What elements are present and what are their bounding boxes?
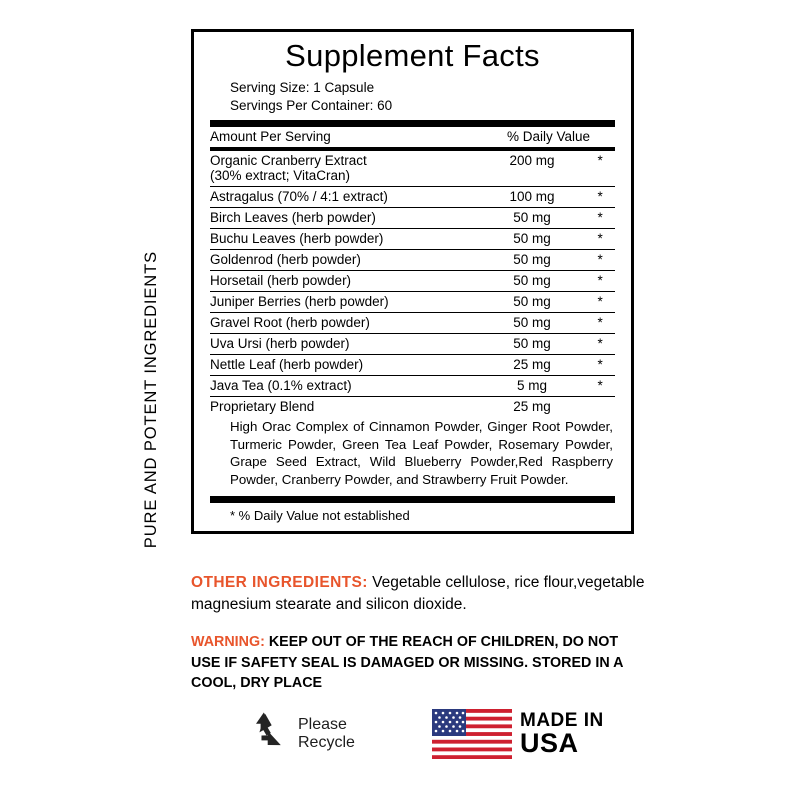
ingredient-name: Horsetail (herb powder) — [210, 270, 479, 291]
facts-table-body — [210, 151, 615, 417]
table-row — [210, 249, 615, 270]
recycle-icon — [236, 706, 292, 762]
header-amount-per-serving: Amount Per Serving — [210, 127, 482, 148]
ingredient-amount: 50 mg — [479, 312, 586, 333]
ingredient-name: Uva Ursi (herb powder) — [210, 333, 479, 354]
recycle-line1: Please — [298, 715, 347, 733]
table-row — [210, 151, 615, 187]
table-row — [210, 291, 615, 312]
ingredient-name: Nettle Leaf (herb powder) — [210, 354, 479, 375]
table-row — [210, 207, 615, 228]
ingredient-subtext: (30% extract; VitaCran) — [210, 167, 351, 183]
table-row — [210, 333, 615, 354]
ingredient-name: Astragalus (70% / 4:1 extract) — [210, 186, 479, 207]
ingredient-amount: 25 mg — [479, 354, 586, 375]
ingredient-daily-value: * — [585, 270, 615, 291]
table-row-proprietary-blend — [210, 396, 615, 417]
other-ingredients-body: Vegetable cellulose, rice flour,vegetable magnesium stearate and silicon dioxide. — [191, 574, 645, 613]
table-row — [210, 354, 615, 375]
recycle-line2: Recycle — [298, 734, 355, 751]
made-in-usa-text — [520, 711, 604, 757]
servings-per-container: Servings Per Container: 60 — [230, 97, 393, 113]
vertical-side-label-text: PURE AND POTENT INGREDIENTS — [141, 250, 160, 548]
ingredient-amount: 50 mg — [479, 228, 586, 249]
ingredient-daily-value: * — [585, 207, 615, 228]
ingredient-daily-value: * — [585, 333, 615, 354]
table-row — [210, 270, 615, 291]
made-in-usa-badge — [432, 709, 604, 759]
other-ingredients-label: OTHER INGREDIENTS: — [191, 574, 368, 591]
made-in-usa-line1: MADE IN — [520, 710, 604, 731]
supplement-facts-panel — [191, 29, 634, 534]
badge-row — [236, 706, 616, 768]
ingredient-name: Gravel Root (herb powder) — [210, 312, 479, 333]
ingredient-daily-value: * — [585, 375, 615, 396]
ingredient-amount: 100 mg — [479, 186, 586, 207]
divider-thick-bottom — [210, 496, 615, 503]
ingredient-amount: 50 mg — [479, 291, 586, 312]
warning-body: KEEP OUT OF THE REACH OF CHILDREN, DO NOT USE IF SAFETY SEAL IS DAMAGED OR MISSING. STORED IN A COOL, DRY PLACE — [191, 634, 623, 692]
serving-size: Serving Size: 1 Capsule — [230, 79, 375, 95]
ingredient-amount: 200 mg — [479, 151, 586, 187]
ingredient-daily-value: * — [585, 186, 615, 207]
vertical-side-label — [136, 28, 166, 548]
ingredient-daily-value: * — [585, 354, 615, 375]
us-flag-icon — [432, 709, 512, 759]
table-row — [210, 312, 615, 333]
warning-block — [191, 632, 651, 694]
ingredient-amount: 50 mg — [479, 333, 586, 354]
ingredient-name: Birch Leaves (herb powder) — [210, 207, 479, 228]
table-row — [210, 375, 615, 396]
table-row — [210, 186, 615, 207]
ingredient-daily-value: * — [585, 151, 615, 187]
ingredient-amount: 50 mg — [479, 207, 586, 228]
blend-description: High Orac Complex of Cinnamon Powder, Ginger Root Powder, Turmeric Powder, Green Tea Leaf Powder, Rosemary Powder, Grape Seed Extract, Wild Blueberry Powder,Red Raspberry Powder, Cranberry Powder, and Strawberry Fruit Powder. — [230, 418, 613, 487]
ingredient-name: Juniper Berries (herb powder) — [210, 291, 479, 312]
ingredient-name: Buchu Leaves (herb powder) — [210, 228, 479, 249]
ingredient-daily-value: * — [585, 228, 615, 249]
ingredient-name: Java Tea (0.1% extract) — [210, 375, 479, 396]
facts-table-header — [210, 127, 615, 148]
ingredient-name: Organic Cranberry Extract — [210, 152, 367, 168]
please-recycle-badge — [236, 706, 355, 762]
blend-name: Proprietary Blend — [210, 398, 315, 414]
daily-value-footnote: * % Daily Value not established — [230, 508, 410, 524]
divider-thick-top — [210, 120, 615, 127]
table-row — [210, 228, 615, 249]
ingredient-amount: 50 mg — [479, 270, 586, 291]
blend-amount: 25 mg — [513, 398, 551, 414]
ingredient-name: Goldenrod (herb powder) — [210, 249, 479, 270]
recycle-text — [298, 716, 355, 753]
ingredient-daily-value: * — [585, 249, 615, 270]
made-in-usa-line2: USA — [520, 728, 579, 758]
ingredient-daily-value: * — [585, 312, 615, 333]
panel-title: Supplement Facts — [285, 38, 540, 73]
ingredient-daily-value: * — [585, 291, 615, 312]
facts-table — [210, 127, 615, 148]
ingredient-amount: 5 mg — [479, 375, 586, 396]
header-daily-value: % Daily Value — [482, 127, 615, 148]
warning-label: WARNING: — [191, 634, 265, 650]
ingredient-amount: 50 mg — [479, 249, 586, 270]
other-ingredients — [191, 572, 651, 616]
